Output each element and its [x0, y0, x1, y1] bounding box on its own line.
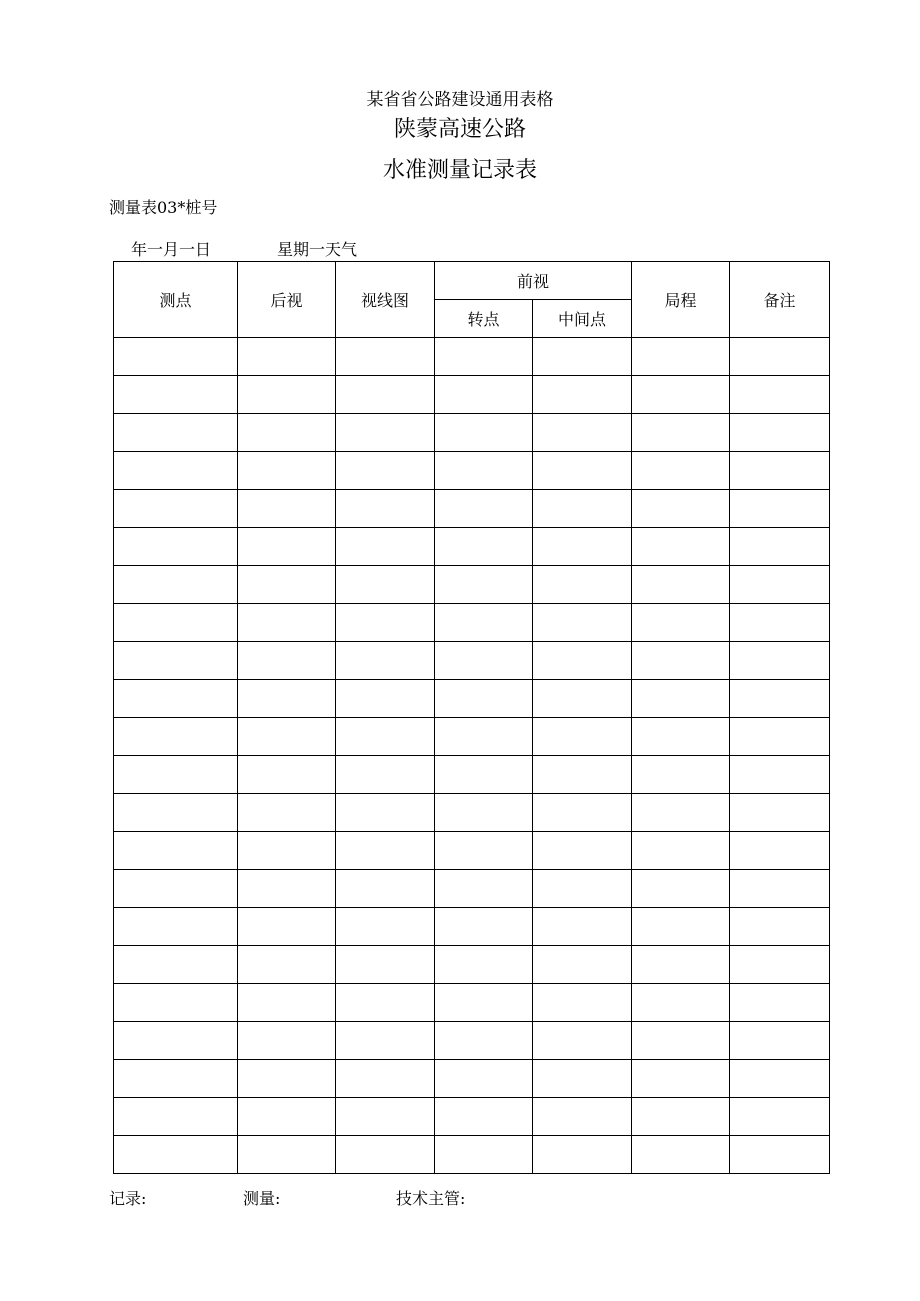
table-cell[interactable] [336, 1022, 435, 1060]
table-row [114, 376, 830, 414]
table-row [114, 832, 830, 870]
table-cell[interactable] [114, 338, 238, 376]
table-cell[interactable] [114, 452, 238, 490]
table-cell[interactable] [238, 1060, 336, 1098]
table-cell[interactable] [533, 946, 632, 984]
table-cell[interactable] [435, 376, 533, 414]
table-cell[interactable] [114, 718, 238, 756]
table-cell[interactable] [238, 870, 336, 908]
header-sight-line: 视线图 [336, 262, 435, 338]
table-row [114, 718, 830, 756]
table-cell[interactable] [533, 452, 632, 490]
table-row [114, 452, 830, 490]
table-cell[interactable] [238, 528, 336, 566]
table-cell[interactable] [435, 870, 533, 908]
table-row [114, 414, 830, 452]
table-cell[interactable] [336, 718, 435, 756]
table-cell[interactable] [435, 908, 533, 946]
table-cell[interactable] [632, 1136, 730, 1174]
table-cell[interactable] [114, 1136, 238, 1174]
table-cell[interactable] [730, 1060, 830, 1098]
table-cell[interactable] [238, 832, 336, 870]
table-cell[interactable] [336, 414, 435, 452]
table-cell[interactable] [632, 946, 730, 984]
date-label: 年一月一日 [131, 240, 212, 259]
table-cell[interactable] [435, 984, 533, 1022]
table-cell[interactable] [435, 452, 533, 490]
table-cell[interactable] [730, 908, 830, 946]
table-cell[interactable] [533, 566, 632, 604]
table-cell[interactable] [730, 642, 830, 680]
table-cell[interactable] [238, 680, 336, 718]
table-cell[interactable] [533, 642, 632, 680]
table-cell[interactable] [435, 832, 533, 870]
table-cell[interactable] [336, 832, 435, 870]
table-row [114, 1060, 830, 1098]
table-cell[interactable] [632, 908, 730, 946]
table-cell[interactable] [632, 528, 730, 566]
table-cell[interactable] [730, 756, 830, 794]
table-cell[interactable] [114, 794, 238, 832]
table-cell[interactable] [114, 680, 238, 718]
table-cell[interactable] [336, 908, 435, 946]
table-cell[interactable] [238, 490, 336, 528]
table-cell[interactable] [114, 490, 238, 528]
table-cell[interactable] [336, 376, 435, 414]
table-cell[interactable] [336, 1060, 435, 1098]
table-cell[interactable] [730, 832, 830, 870]
table-cell[interactable] [730, 604, 830, 642]
table-cell[interactable] [238, 718, 336, 756]
table-cell[interactable] [114, 870, 238, 908]
table-cell[interactable] [238, 376, 336, 414]
table-cell[interactable] [238, 1022, 336, 1060]
table-cell[interactable] [336, 452, 435, 490]
table-cell[interactable] [730, 566, 830, 604]
technical-supervisor-label: 技术主管: [396, 1189, 466, 1208]
table-row [114, 946, 830, 984]
table-cell[interactable] [238, 946, 336, 984]
table-cell[interactable] [435, 1098, 533, 1136]
table-cell[interactable] [336, 756, 435, 794]
table-row [114, 908, 830, 946]
table-cell[interactable] [238, 338, 336, 376]
table-cell[interactable] [632, 680, 730, 718]
table-cell[interactable] [533, 376, 632, 414]
table-cell[interactable] [632, 1022, 730, 1060]
table-cell[interactable] [238, 1098, 336, 1136]
signature-footer [109, 1186, 465, 1209]
table-cell[interactable] [632, 452, 730, 490]
table-cell[interactable] [632, 566, 730, 604]
table-cell[interactable] [336, 1098, 435, 1136]
table-cell[interactable] [435, 1022, 533, 1060]
table-row [114, 338, 830, 376]
table-cell[interactable] [114, 756, 238, 794]
table-cell[interactable] [632, 1098, 730, 1136]
table-cell[interactable] [632, 604, 730, 642]
table-cell[interactable] [730, 528, 830, 566]
table-cell[interactable] [533, 604, 632, 642]
table-cell[interactable] [533, 414, 632, 452]
table-cell[interactable] [114, 1098, 238, 1136]
header-turning-point: 转点 [435, 300, 533, 338]
table-cell[interactable] [632, 794, 730, 832]
table-cell[interactable] [238, 1136, 336, 1174]
table-cell[interactable] [336, 528, 435, 566]
table-row [114, 680, 830, 718]
table-row [114, 870, 830, 908]
table-cell[interactable] [730, 794, 830, 832]
table-cell[interactable] [632, 490, 730, 528]
table-cell[interactable] [533, 870, 632, 908]
table-cell[interactable] [238, 566, 336, 604]
table-cell[interactable] [114, 984, 238, 1022]
table-cell[interactable] [533, 1022, 632, 1060]
table-cell[interactable] [730, 718, 830, 756]
table-cell[interactable] [336, 490, 435, 528]
surveyor-label: 测量: [243, 1189, 281, 1208]
table-cell[interactable] [336, 870, 435, 908]
table-cell[interactable] [238, 604, 336, 642]
table-cell[interactable] [533, 832, 632, 870]
table-cell[interactable] [435, 566, 533, 604]
table-cell[interactable] [114, 1022, 238, 1060]
table-cell[interactable] [435, 604, 533, 642]
table-cell[interactable] [533, 1136, 632, 1174]
table-cell[interactable] [632, 756, 730, 794]
table-cell[interactable] [114, 946, 238, 984]
table-cell[interactable] [238, 984, 336, 1022]
table-cell[interactable] [533, 1060, 632, 1098]
table-row [114, 604, 830, 642]
table-cell[interactable] [730, 452, 830, 490]
table-cell[interactable] [533, 680, 632, 718]
form-title: 陕蒙高速公路 [393, 117, 526, 142]
table-header-row [114, 262, 830, 300]
table-cell[interactable] [730, 1022, 830, 1060]
table-cell[interactable] [238, 642, 336, 680]
table-cell[interactable] [435, 1060, 533, 1098]
table-cell[interactable] [632, 376, 730, 414]
table-cell[interactable] [435, 338, 533, 376]
table-row [114, 1098, 830, 1136]
table-cell[interactable] [533, 1098, 632, 1136]
form-supertitle: 某省省公路建设通用表格 [366, 90, 554, 110]
form-code-label: 测量表03*桩号 [109, 198, 218, 217]
table-cell[interactable] [533, 908, 632, 946]
table-cell[interactable] [336, 1136, 435, 1174]
table-cell[interactable] [114, 1060, 238, 1098]
table-cell[interactable] [238, 414, 336, 452]
table-cell[interactable] [533, 718, 632, 756]
header-station: 测点 [114, 262, 238, 338]
table-cell[interactable] [435, 528, 533, 566]
table-row [114, 490, 830, 528]
table-cell[interactable] [632, 642, 730, 680]
table-cell[interactable] [632, 338, 730, 376]
table-cell[interactable] [114, 414, 238, 452]
table-row [114, 642, 830, 680]
table-cell[interactable] [114, 642, 238, 680]
table-cell[interactable] [435, 756, 533, 794]
date-line [131, 237, 357, 260]
table-cell[interactable] [730, 1136, 830, 1174]
table-cell[interactable] [730, 946, 830, 984]
table-row [114, 528, 830, 566]
table-cell[interactable] [533, 984, 632, 1022]
table-cell[interactable] [730, 338, 830, 376]
table-cell[interactable] [435, 490, 533, 528]
table-cell[interactable] [435, 680, 533, 718]
table-cell[interactable] [730, 490, 830, 528]
table-cell[interactable] [238, 452, 336, 490]
form-subtitle: 水准测量记录表 [382, 158, 537, 183]
table-cell[interactable] [238, 908, 336, 946]
table-cell[interactable] [114, 528, 238, 566]
table-cell[interactable] [114, 566, 238, 604]
table-row [114, 566, 830, 604]
table-row [114, 1136, 830, 1174]
weekday-weather-label: 星期一天气 [277, 240, 358, 259]
table-cell[interactable] [336, 794, 435, 832]
table-cell[interactable] [336, 946, 435, 984]
table-cell[interactable] [336, 642, 435, 680]
table-row [114, 756, 830, 794]
table-cell[interactable] [632, 1060, 730, 1098]
table-cell[interactable] [114, 376, 238, 414]
table-cell[interactable] [632, 984, 730, 1022]
table-cell[interactable] [238, 756, 336, 794]
table-cell[interactable] [238, 794, 336, 832]
table-cell[interactable] [114, 832, 238, 870]
table-cell[interactable] [730, 414, 830, 452]
header-foresight: 前视 [435, 262, 632, 300]
table-row [114, 794, 830, 832]
header-elevation: 局程 [632, 262, 730, 338]
table-cell[interactable] [533, 338, 632, 376]
table-cell[interactable] [730, 870, 830, 908]
table-cell[interactable] [435, 794, 533, 832]
table-row [114, 1022, 830, 1060]
table-cell[interactable] [632, 870, 730, 908]
table-cell[interactable] [533, 794, 632, 832]
table-row [114, 984, 830, 1022]
table-cell[interactable] [730, 376, 830, 414]
table-cell[interactable] [336, 566, 435, 604]
table-cell[interactable] [336, 604, 435, 642]
table-cell[interactable] [435, 946, 533, 984]
table-cell[interactable] [114, 604, 238, 642]
table-cell[interactable] [632, 718, 730, 756]
table-cell[interactable] [435, 718, 533, 756]
table-cell[interactable] [336, 338, 435, 376]
table-cell[interactable] [533, 490, 632, 528]
table-cell[interactable] [435, 1136, 533, 1174]
table-cell[interactable] [533, 756, 632, 794]
table-cell[interactable] [435, 642, 533, 680]
leveling-record-table [113, 261, 830, 1174]
table-cell[interactable] [533, 528, 632, 566]
table-cell[interactable] [632, 832, 730, 870]
header-remarks: 备注 [730, 262, 830, 338]
table-cell[interactable] [336, 984, 435, 1022]
table-cell[interactable] [730, 984, 830, 1022]
table-cell[interactable] [730, 680, 830, 718]
table-cell[interactable] [632, 414, 730, 452]
table-cell[interactable] [336, 680, 435, 718]
table-cell[interactable] [730, 1098, 830, 1136]
recorder-label: 记录: [109, 1189, 147, 1208]
table-cell[interactable] [435, 414, 533, 452]
header-intermediate-point: 中间点 [533, 300, 632, 338]
table-cell[interactable] [114, 908, 238, 946]
header-backsight: 后视 [238, 262, 336, 338]
